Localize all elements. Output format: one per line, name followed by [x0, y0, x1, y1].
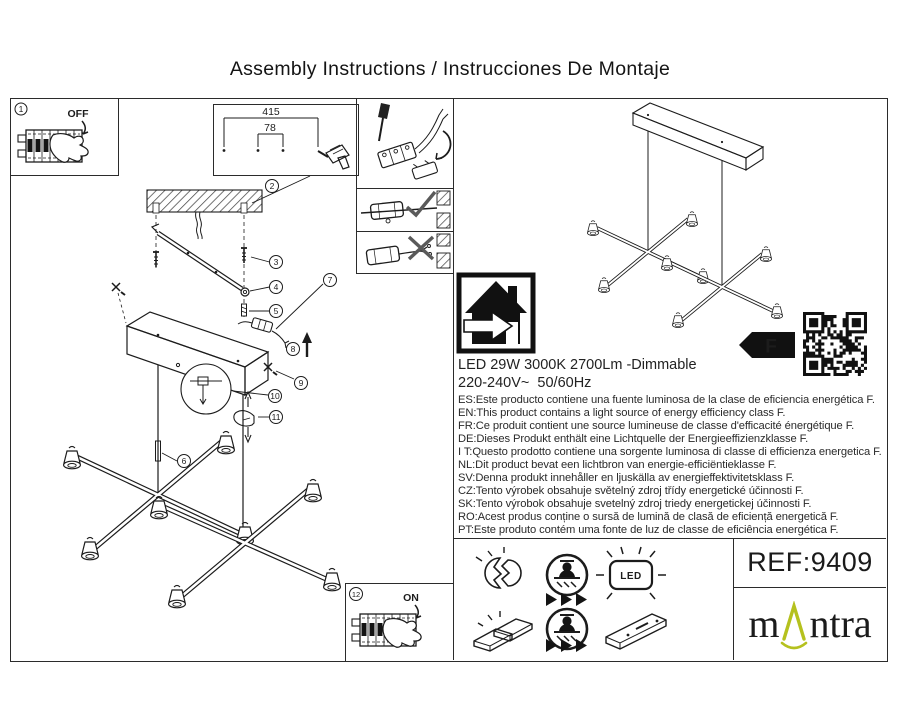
brand-letters-ntra: ntra [809, 600, 872, 646]
divider [453, 98, 454, 660]
indoor-use-icon [456, 272, 536, 354]
mounting-bracket [152, 224, 249, 296]
svg-text:2: 2 [269, 181, 275, 192]
svg-text:4: 4 [273, 282, 279, 293]
svg-text:9: 9 [298, 378, 304, 389]
cross-icon [409, 237, 433, 259]
screw-icon [153, 252, 159, 267]
cable-correct-illustration [357, 189, 452, 230]
callout-9 [295, 377, 308, 390]
screw-cross-icon [264, 363, 277, 375]
brand-letter-m: m [748, 600, 780, 646]
cable-lock-detail [181, 364, 231, 414]
mains-wires [196, 212, 203, 239]
suspension-cables [648, 131, 722, 287]
svg-text:7: 7 [327, 275, 333, 286]
connector-box [370, 201, 404, 224]
qualified-person-icon [547, 555, 587, 595]
callout-3 [270, 256, 283, 269]
qr-code-icon [803, 312, 867, 376]
adjusting-hand [234, 392, 254, 442]
service-replacement-icons [460, 545, 728, 657]
svg-text:5: 5 [273, 306, 279, 317]
energy-class-label: F [765, 336, 777, 358]
connector-box [366, 246, 400, 265]
reference-number: REF:9409 [747, 547, 873, 577]
canopy [633, 103, 763, 170]
rotate-arrow-icon [436, 131, 451, 159]
drilling-dimensions-illustration [214, 105, 356, 173]
step12-power-on-illustration [347, 585, 449, 657]
callout-12 [350, 588, 363, 601]
broken-led-icon [476, 547, 521, 588]
led-module-icon [596, 547, 666, 599]
energy-class-arrow-icon [738, 331, 796, 359]
dimension-holes: 78 [264, 122, 276, 134]
callout-5 [270, 305, 283, 318]
driver-box-icon [606, 614, 666, 649]
statement-cz: CZ:Tento výrobek obsahuje světelný zdroj třídy energetické účinnosti F. [458, 485, 804, 497]
dimension-total: 415 [262, 106, 280, 118]
statement-en: EN:This product contains a light source of energy efficiency class F. [458, 407, 786, 419]
quick-connector [238, 317, 289, 348]
callout-1 [15, 103, 27, 115]
brand-caret-icon [780, 601, 808, 655]
svg-text:LED: LED [620, 571, 642, 582]
energy-statements [458, 394, 884, 537]
axis-dashed [156, 215, 244, 317]
statement-es: ES:Este producto contiene una fuente luminosa de la clase de eficiencia energética F. [458, 394, 875, 406]
pendant-overview-illustration [555, 100, 805, 335]
screw-cross-icon [112, 283, 125, 295]
callout-7 [324, 274, 337, 287]
page-title: Assembly Instructions / Instrucciones De Montaje [229, 58, 671, 80]
statement-sk: SK:Tento výrobok obsahuje svetelný zdroj triedy energetickej účinnosti F. [458, 498, 812, 510]
ceiling-section [147, 190, 262, 213]
drill-icon [318, 145, 349, 169]
terminal-block [377, 142, 416, 168]
on-label: ON [403, 592, 419, 604]
svg-text:1: 1 [18, 104, 24, 114]
statement-pt: PT:Este produto contém uma fonte de luz de classe de eficiência energética F. [458, 524, 839, 536]
statement-de: DE:Dieses Produkt enthält eine Lichtquelle der Energieeffizienzklasse F. [458, 433, 809, 445]
svg-text:11: 11 [271, 412, 281, 423]
callout-4 [270, 281, 283, 294]
cable [361, 208, 437, 213]
brand-logo [734, 588, 886, 658]
wall-plug-icon [242, 304, 247, 316]
statement-sv: SV:Denna produkt innehåller en ljuskälla av energieffektivitetsklass F. [458, 472, 795, 484]
off-label: OFF [67, 108, 89, 120]
svg-text:6: 6 [181, 456, 187, 467]
svg-text:3: 3 [273, 257, 279, 268]
cable-wrong-illustration [357, 232, 452, 272]
wiring-connection-illustration [357, 99, 452, 187]
statement-ro: RO:Acest produs conține o sursă de lumină de clasă de eficiență energetică F. [458, 511, 839, 523]
screwdriver-icon [378, 103, 390, 141]
spec-line-voltage: 220-240V~ 50/60Hz [458, 375, 592, 391]
up-arrow-icon [302, 332, 312, 357]
callout-11 [270, 411, 283, 424]
cross-frame-2 [151, 480, 341, 608]
svg-text:8: 8 [290, 344, 296, 355]
statement-fr: FR:Ce produit contient une source lumineuse de classe d'efficacité énergétique F. [458, 420, 855, 432]
callout-6 [178, 455, 191, 468]
broken-driver-icon [474, 611, 532, 651]
svg-text:12: 12 [351, 589, 361, 599]
check-icon [407, 192, 435, 215]
svg-text:10: 10 [270, 391, 280, 402]
callout-8 [287, 343, 300, 356]
clamp-part [410, 158, 437, 180]
statement-nl: NL:Dit product bevat een lichtbron van energie-efficiëntieklasse F. [458, 459, 777, 471]
spec-line-led: LED 29W 3000K 2700Lm -Dimmable [458, 357, 697, 373]
callout-2 [266, 180, 279, 193]
callout-10 [269, 390, 282, 403]
screw-icon [241, 248, 247, 263]
step1-power-off-illustration [12, 100, 116, 174]
statement-it: I T:Questo prodotto contiene una sorgente luminosa di classe di efficienza energetica F. [458, 446, 882, 458]
